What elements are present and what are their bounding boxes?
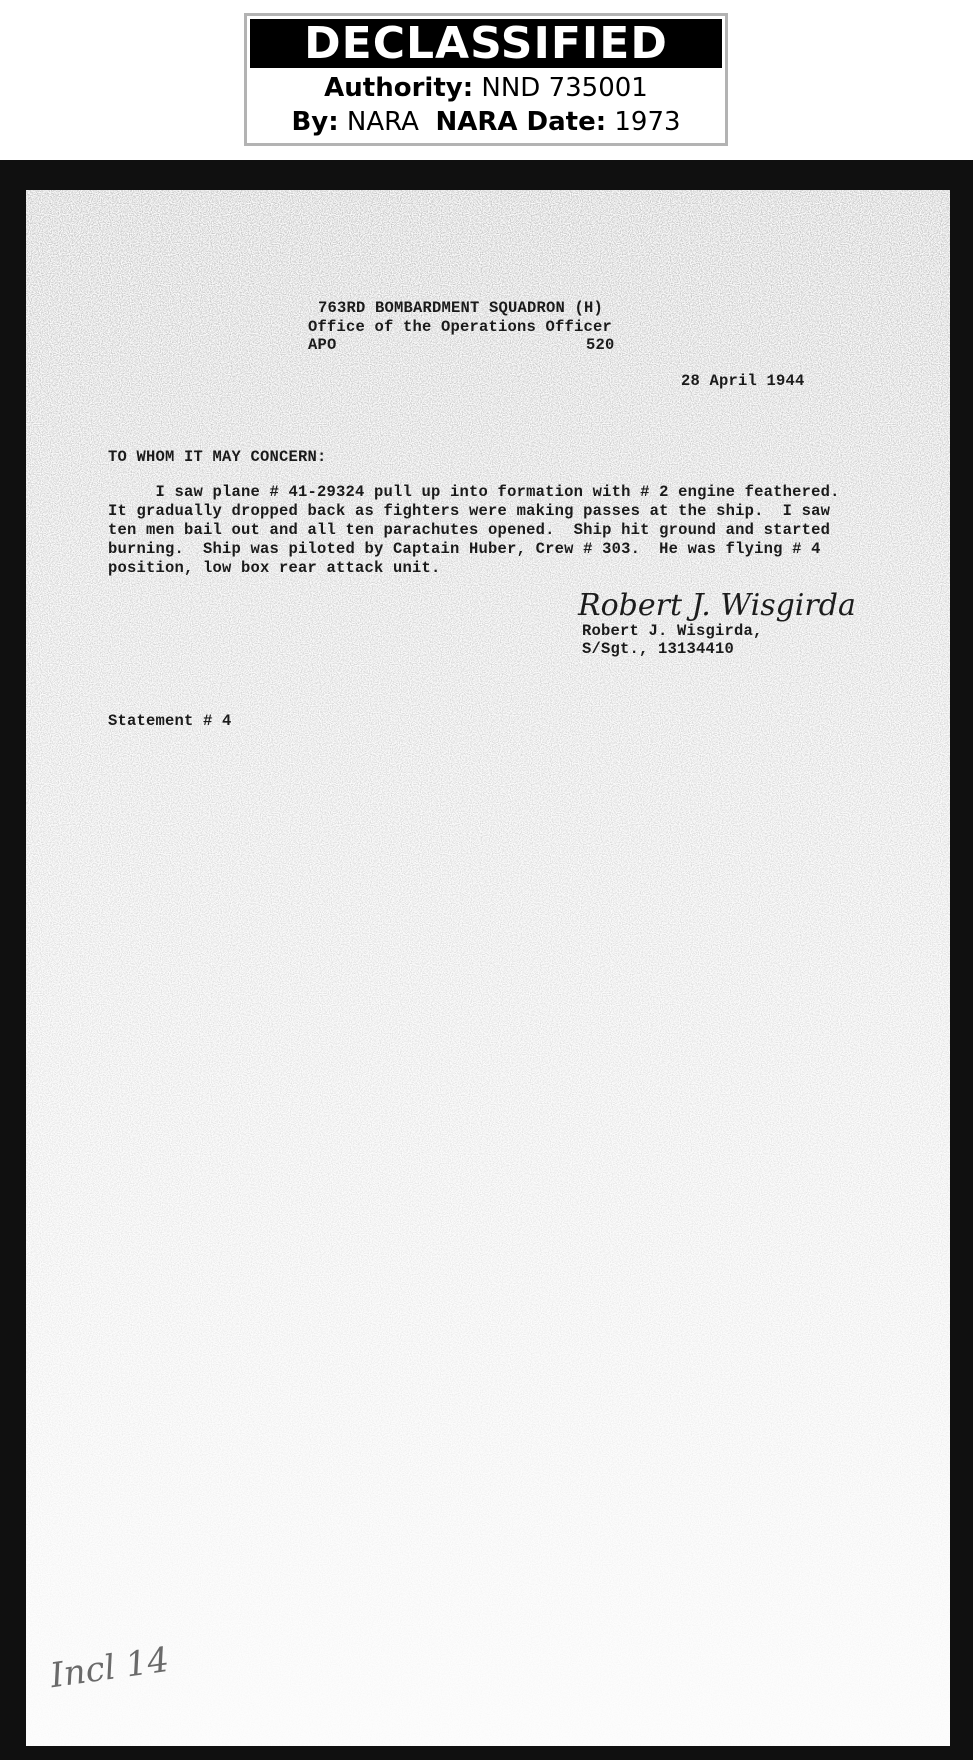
handwritten-signature: Robert J. Wisgirda <box>578 588 856 623</box>
scanned-page-frame <box>0 160 973 1760</box>
stamp-authority-value: NND 735001 <box>481 73 648 103</box>
letterhead-office: Office of the Operations Officer <box>308 318 613 336</box>
signature-name: Robert J. Wisgirda, <box>582 622 763 640</box>
stamp-title: DECLASSIFIED <box>250 19 722 68</box>
stamp-by-label: By: <box>291 107 339 137</box>
declassified-stamp <box>244 13 728 146</box>
stamp-date-value: 1973 <box>614 107 681 137</box>
stamp-authority-line <box>247 71 725 105</box>
stamp-authority-label: Authority: <box>324 73 474 103</box>
stamp-by-value: NARA <box>346 107 419 137</box>
stamp-date-label: NARA Date: <box>435 107 607 137</box>
stamp-by-line <box>247 105 725 139</box>
letter-date: 28 April 1944 <box>681 372 805 390</box>
signature-rank-serial: S/Sgt., 13134410 <box>582 640 735 658</box>
body-line-3: ten men bail out and all ten parachutes opened. Ship hit ground and started <box>108 521 831 539</box>
body-line-1: I saw plane # 41-29324 pull up into formation with # 2 engine feathered. <box>108 483 840 501</box>
body-line-4: burning. Ship was piloted by Captain Huber, Crew # 303. He was flying # 4 <box>108 540 821 558</box>
letterhead-apo-label: APO <box>308 336 337 354</box>
letterhead-unit: 763RD BOMBARDMENT SQUADRON (H) <box>318 299 604 317</box>
statement-number: Statement # 4 <box>108 712 232 730</box>
body-line-5: position, low box rear attack unit. <box>108 559 441 577</box>
body-line-2: It gradually dropped back as fighters were making passes at the ship. I saw <box>108 502 831 520</box>
paper-texture <box>26 190 950 1746</box>
salutation: TO WHOM IT MAY CONCERN: <box>108 448 327 466</box>
pencil-annotation: Incl 14 <box>47 1639 172 1697</box>
document-paper <box>26 190 950 1746</box>
letterhead-apo-number: 520 <box>586 336 615 354</box>
